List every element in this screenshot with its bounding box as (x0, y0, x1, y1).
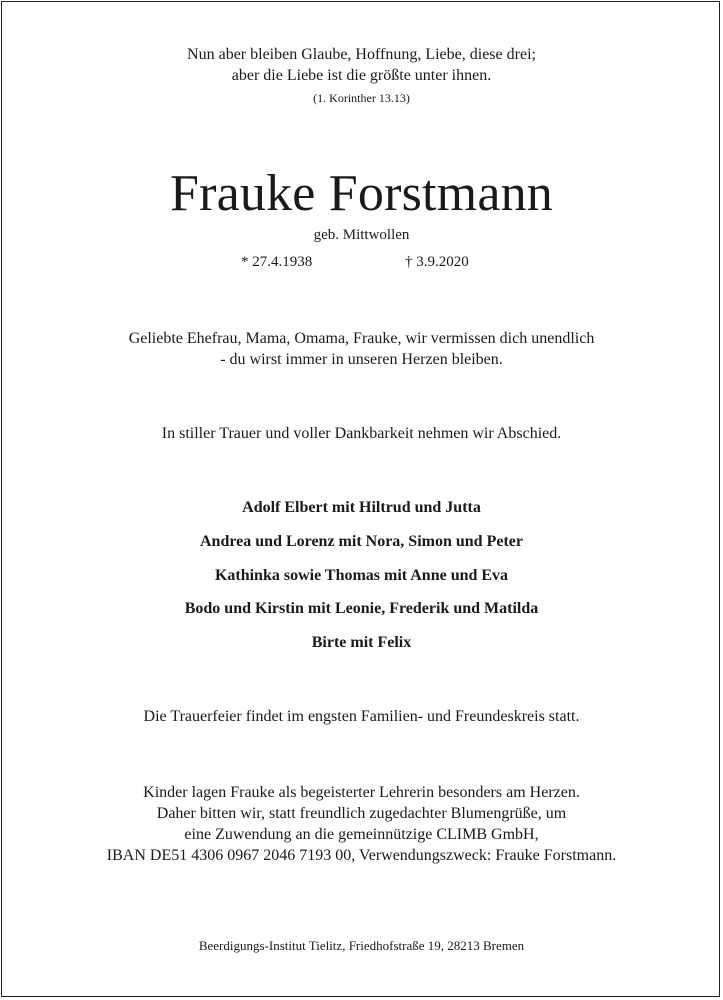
mourner-line: Adolf Elbert mit Hiltrud und Jutta (242, 499, 481, 516)
ceremony-notice: Die Trauerfeier findet im engsten Familien- und Freundeskreis statt. (143, 708, 580, 725)
mourner-line: Kathinka sowie Thomas mit Anne und Eva (214, 567, 509, 584)
bible-verse-line-1: Nun aber bleiben Glaube, Hoffnung, Liebe, diese drei; (187, 46, 536, 63)
tribute-line-1: Geliebte Ehefrau, Mama, Omama, Frauke, wir vermissen dich unendlich (128, 330, 595, 347)
donation-line-1: Kinder lagen Frauke als begeisterter Lehrerin besonders am Herzen. (143, 784, 580, 801)
donation-line-3: eine Zuwendung an die gemeinnützige CLIMB GmbH, (184, 826, 539, 843)
bible-verse-line-2: aber die Liebe ist die größte unter ihnen. (231, 67, 492, 84)
death-date: † 3.9.2020 (405, 254, 469, 270)
farewell-text: In stiller Trauer und voller Dankbarkeit nehmen wir Abschied. (161, 425, 562, 442)
bible-reference: (1. Korinther 13.13) (313, 91, 410, 105)
life-dates (0, 254, 723, 274)
deceased-name: Frauke Forstmann (169, 165, 554, 222)
mourner-line: Birte mit Felix (311, 634, 412, 651)
mourner-line: Andrea und Lorenz mit Nora, Simon und Peter (200, 533, 523, 550)
donation-line-4: IBAN DE51 4306 0967 2046 7193 00, Verwendungszweck: Frauke Forstmann. (106, 847, 617, 864)
birth-name: geb. Mittwollen (313, 227, 410, 243)
mourner-line: Bodo und Kirstin mit Leonie, Frederik und Matilda (184, 600, 539, 617)
tribute-line-2: - du wirst immer in unseren Herzen bleiben. (220, 351, 503, 368)
donation-line-2: Daher bitten wir, statt freundlich zugedachter Blumengrüße, um (156, 805, 567, 822)
funeral-home-footer: Beerdigungs-Institut Tielitz, Friedhofstraße 19, 28213 Bremen (198, 938, 525, 953)
birth-date: * 27.4.1938 (241, 254, 313, 270)
